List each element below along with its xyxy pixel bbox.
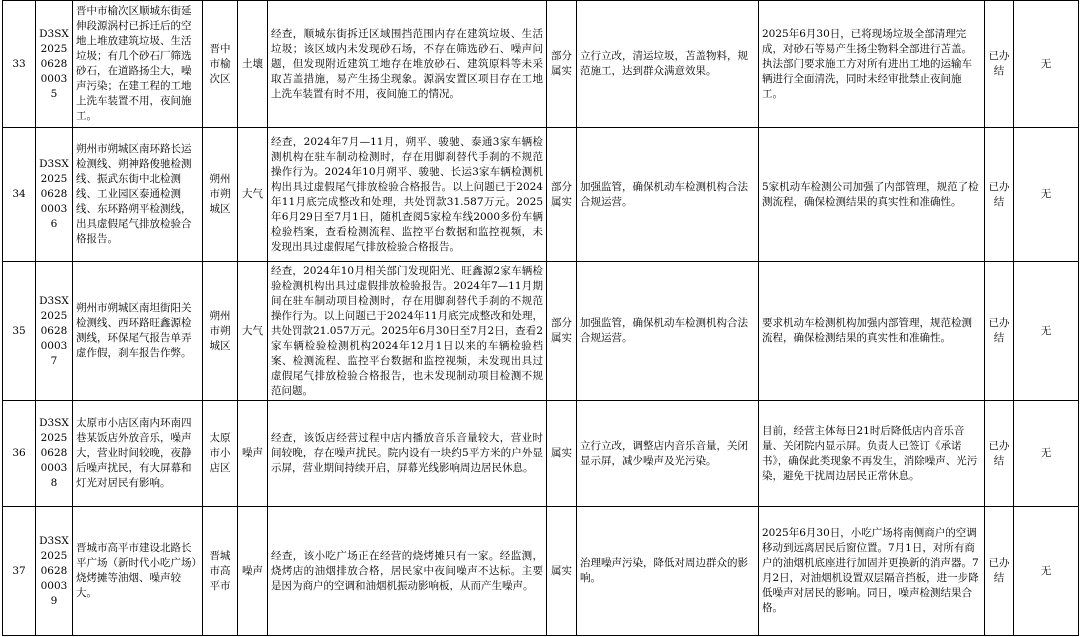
pollution-type: 土壤 — [238, 1, 268, 128]
verification-result: 部分属实 — [547, 128, 577, 262]
verification-result: 部分属实 — [547, 262, 577, 401]
accountability: 无 — [1014, 128, 1079, 262]
administrative-area: 朔州市朔城区 — [203, 262, 238, 401]
issue-description: 晋城市高平市建设北路长平广场（新时代小吃广场）烧烤摊等油烟、噪声较大。 — [73, 507, 203, 636]
issue-description: 晋中市榆次区顺城东街延伸段源涡村已拆迁后的空地上堆放建筑垃圾、生活垃圾；有几个砂石厂筛选砂石，在道路扬尘大，噪声污染；在建工程的工地上洗车装置不用，夜间施工。 — [73, 1, 203, 128]
table-row — [3, 1, 1079, 128]
table-row — [3, 507, 1079, 636]
case-code: D3SX2025062800039 — [36, 507, 73, 636]
administrative-area: 朔州市朔城区 — [203, 128, 238, 262]
investigation-findings: 经查，该饭店经营过程中店内播放音乐音量较大，营业时间较晚，存在噪声扰民。院内设有一块约5平方米的户外显示屏，营业期间持续开启，屏幕光线影响周边居民休息。 — [268, 401, 547, 507]
accountability: 无 — [1014, 1, 1079, 128]
case-status: 已办结 — [985, 262, 1014, 401]
case-code: D3SX2025062800035 — [36, 1, 73, 128]
accountability: 无 — [1014, 401, 1079, 507]
rectification-status: 目前，经营主体每日21时后降低店内音乐音量、关闭院内显示屏。负责人已签订《承诺书》，确保此类现象不再发生，消除噪声、光污染，避免干扰周边居民正常休息。 — [759, 401, 985, 507]
table-row — [3, 401, 1079, 507]
case-status: 已办结 — [985, 507, 1014, 636]
rectification-status: 2025年6月30日，小吃广场将南侧商户的空调移动到远离居民后窗位置。7月1日，对所有商户的油烟机底座进行加固并更换新的消声器。7月2日，对油烟机设置双层隔音挡板，进一步降低噪声对居民的影响。同日，噪声检测结果合格。 — [759, 507, 985, 636]
pollution-type: 噪声 — [238, 401, 268, 507]
rectification-requirement: 立行立改，清运垃圾，苫盖物料，规范施工，达到群众满意效果。 — [577, 1, 759, 128]
rectification-requirement: 治理噪声污染，降低对周边群众的影响。 — [577, 507, 759, 636]
complaint-table — [2, 0, 1079, 636]
investigation-findings: 经查，该小吃广场正在经营的烧烤摊只有一家。经监测，烧烤店的油烟排放合格，居民家中夜间噪声不达标。主要是因为商户的空调和油烟机振动影响板，从而产生噪声。 — [268, 507, 547, 636]
issue-description: 朔州市朔城区南坦街阳关检测线、西环路旺鑫源检测线，环保尾气报告单弄虚作假，刹车报告作弊。 — [73, 262, 203, 401]
administrative-area: 太原市小店区 — [203, 401, 238, 507]
issue-description: 太原市小店区南内环南四巷某饭店外放音乐，噪声大，营业时间较晚，夜静后噪声扰民，有大屏幕和灯光对居民有影响。 — [73, 401, 203, 507]
case-status: 已办结 — [985, 1, 1014, 128]
case-code: D3SX2025062800037 — [36, 262, 73, 401]
investigation-findings: 经查，2024年10月相关部门发现阳光、旺鑫源2家车辆检验检测机构出具过虚假排放检验报告。2024年7—11月期间在驻车制动项目检测时，存在用脚刹替代手刹的不规范操作行为。以上问题已于2024年11月底完成整改和处理，共处罚款21.057万元。2025年6月30日至7月2日，查看2家车辆检验检测机构2024年12月1日以来的车辆检验档案、检测流程、监控平台数据和监控视频，未发现出具过虚假尾气排放检验合格报告，也未发现制动项目检测不规范问题。 — [268, 262, 547, 401]
verification-result: 属实 — [547, 507, 577, 636]
rectification-status: 2025年6月30日，已将现场垃圾全部清理完成，对砂石等易产生扬尘物料全部进行苫盖。执法部门要求施工方对所有进出工地的运输车辆进行全面清洗，同时未经审批禁止夜间施工。 — [759, 1, 985, 128]
row-index: 37 — [3, 507, 36, 636]
rectification-requirement: 加强监管，确保机动车检测机构合法合规运营。 — [577, 262, 759, 401]
case-code: D3SX2025062800036 — [36, 128, 73, 262]
rectification-requirement: 立行立改，调整店内音乐音量，关闭显示屏，减少噪声及光污染。 — [577, 401, 759, 507]
table-row — [3, 262, 1079, 401]
verification-result: 属实 — [547, 401, 577, 507]
row-index: 34 — [3, 128, 36, 262]
case-code: D3SX2025062800038 — [36, 401, 73, 507]
pollution-type: 噪声 — [238, 507, 268, 636]
row-index: 33 — [3, 1, 36, 128]
row-index: 36 — [3, 401, 36, 507]
row-index: 35 — [3, 262, 36, 401]
administrative-area: 晋中市榆次区 — [203, 1, 238, 128]
rectification-requirement: 加强监管，确保机动车检测机构合法合规运营。 — [577, 128, 759, 262]
accountability: 无 — [1014, 507, 1079, 636]
administrative-area: 晋城市高平市 — [203, 507, 238, 636]
pollution-type: 大气 — [238, 128, 268, 262]
table-row — [3, 128, 1079, 262]
verification-result: 部分属实 — [547, 1, 577, 128]
accountability: 无 — [1014, 262, 1079, 401]
rectification-status: 要求机动车检测机构加强内部管理，规范检测流程，确保检测结果的真实性和准确性。 — [759, 262, 985, 401]
investigation-findings: 经查，2024年7月—11月，朔平、骏驰、泰通3家车辆检测机构在驻车制动检测时，存在用脚刹替代手刹的不规范操作行为。2024年10月朔平、骏驰、长运3家车辆检测机构出具过虚假尾气排放检验合格报告。以上问题已于2024年11月底完成整改和处理，共处罚款31.587万元。2025年6月29日至7月1日，随机查阅5家检车线2000多份车辆检验档案，查看检测流程、监控平台数据和监控视频，未发现出具过虚假尾气排放检验合格报告。 — [268, 128, 547, 262]
rectification-status: 5家机动车检测公司加强了内部管理，规范了检测流程，确保检测结果的真实性和准确性。 — [759, 128, 985, 262]
case-status: 已办结 — [985, 128, 1014, 262]
case-status: 已办结 — [985, 401, 1014, 507]
issue-description: 朔州市朔城区南环路长运检测线、朔神路俊驰检测线、振武东街中北检测线、工业园区泰通检测线、东环路朔平检测线，出具虚假尾气排放检验合格报告。 — [73, 128, 203, 262]
investigation-findings: 经查，顺城东街拆迁区域围挡范围内存在建筑垃圾、生活垃圾；该区域内未发现砂石场，不存在筛选砂石、噪声问题，但发现附近建筑工地存在堆放砂石、建筑原料等未采取苫盖措施，易产生扬尘现象。源涡安置区项目存在工地上洗车装置有时不用，夜间施工的情况。 — [268, 1, 547, 128]
pollution-type: 大气 — [238, 262, 268, 401]
